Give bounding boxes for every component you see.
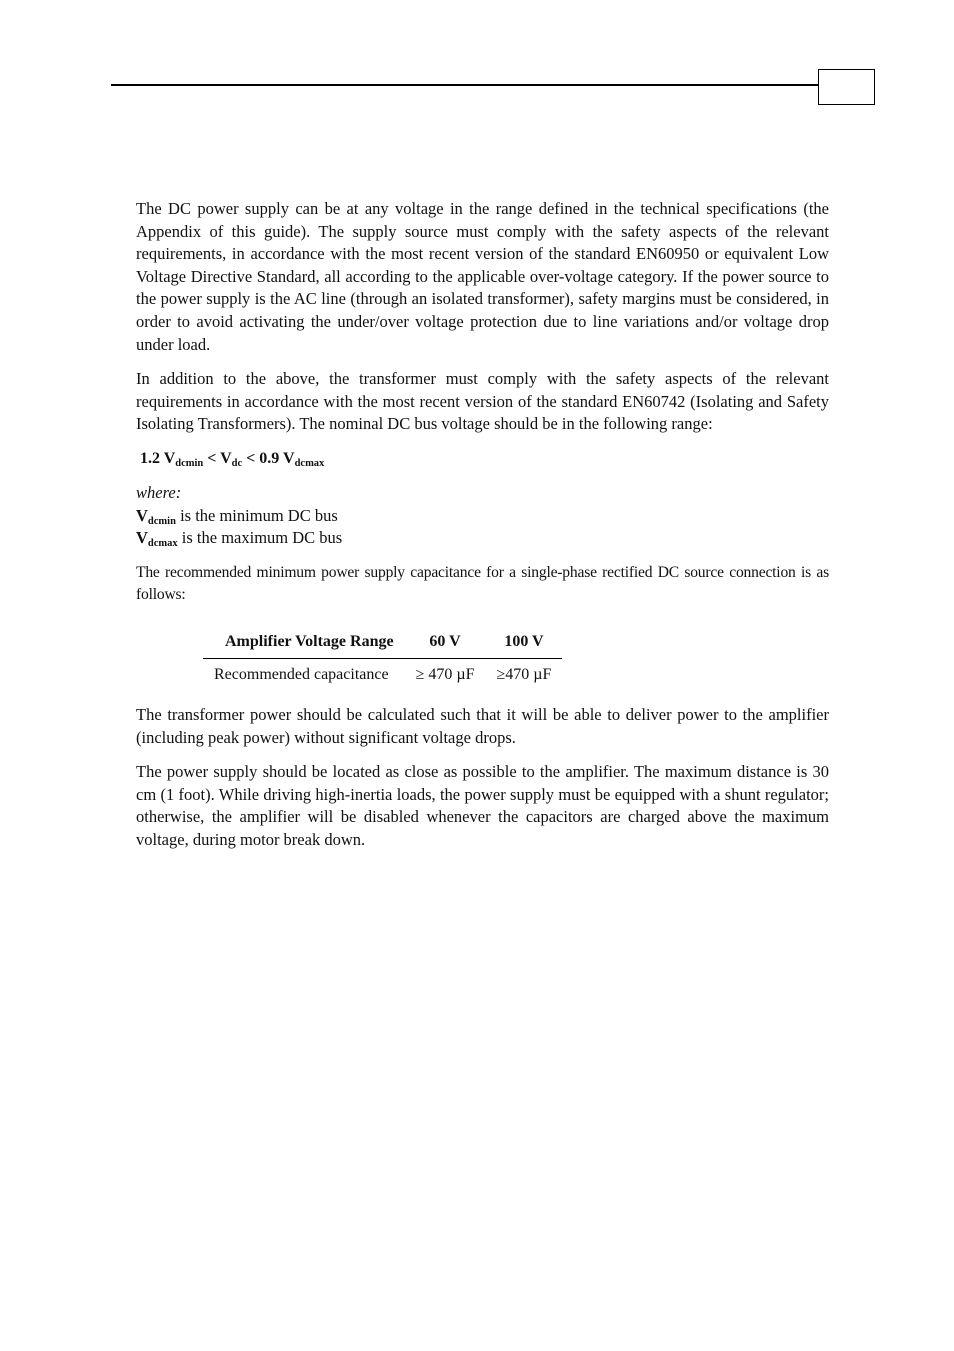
- where-label: where:: [136, 482, 182, 502]
- paragraph-transformer-power: The transformer power should be calculated such that it will be able to deliver power to the amplifier (including peak power) without significant voltage drops.: [136, 704, 829, 747]
- table-cell: ≥470 µF: [496, 665, 552, 683]
- capacitance-table: [203, 627, 562, 688]
- vdcmin-symbol: V: [136, 505, 148, 525]
- formula-sub-max: dcmax: [294, 457, 325, 469]
- paragraph-transformer-requirements: In addition to the above, the transformer must comply with the safety aspects of the relevant requirements in accordance with the most recent version of the standard EN60742 (Isolating and Safety Isolating Transformers). The nominal DC bus voltage should be in the following range:: [136, 369, 829, 434]
- formula-lt-2: < 0.9 V: [242, 449, 295, 467]
- table-header-cell: 60 V: [405, 627, 486, 659]
- paragraph-recommended-capacitance: The recommended minimum power supply capacitance for a single-phase rectified DC source connection is as follows:: [136, 563, 829, 604]
- formula-sub-min: dcmin: [175, 457, 204, 469]
- table-row: [203, 658, 562, 688]
- paragraph-dc-power-supply: The DC power supply can be at any voltage in the range defined in the technical specifications (the Appendix of this guide). The supply source must comply with the safety aspects of the relevant requirements, in accordance with the most recent version of the standard EN60950 or equivalent Low Voltage Directive Standard, all according to the applicable over-voltage category. If the power source to the power supply is the AC line (through an isolated transformer), safety margins must be considered, in order to avoid activating the under/over voltage protection due to line variations and/or voltage drop under load.: [136, 199, 829, 354]
- table-cell: Recommended capacitance: [214, 665, 389, 683]
- table-header-row: [203, 627, 562, 659]
- vdcmax-subscript: dcmax: [147, 538, 178, 550]
- table-header-cell: Amplifier Voltage Range: [203, 627, 405, 659]
- page-number-box: [818, 69, 875, 105]
- definition-vdcmax: [136, 527, 829, 550]
- vdcmax-symbol: V: [136, 528, 148, 548]
- table-cell: ≥ 470 µF: [415, 665, 475, 683]
- vdcmin-subscript: dcmin: [147, 515, 176, 527]
- vdcmax-text: is the maximum DC bus: [177, 528, 343, 548]
- document-body: [136, 198, 829, 851]
- formula-lt-1: < V: [203, 449, 232, 467]
- definition-vdcmin: [136, 505, 829, 528]
- paragraph-power-supply-location: The power supply should be located as close as possible to the amplifier. The maximum distance is 30 cm (1 foot). While driving high-inertia loads, the power supply must be equipped with a shunt regulator; otherwise, the amplifier will be disabled whenever the capacitors are charged above the maximum voltage, during motor break down.: [136, 762, 829, 849]
- table-header-cell: 100 V: [486, 627, 563, 659]
- formula-coef-min: 1.2 V: [140, 449, 176, 467]
- formula-sub-dc: dc: [231, 457, 243, 469]
- vdcmin-text: is the minimum DC bus: [175, 505, 338, 525]
- header-rule: [111, 84, 819, 86]
- voltage-range-formula: [136, 448, 829, 470]
